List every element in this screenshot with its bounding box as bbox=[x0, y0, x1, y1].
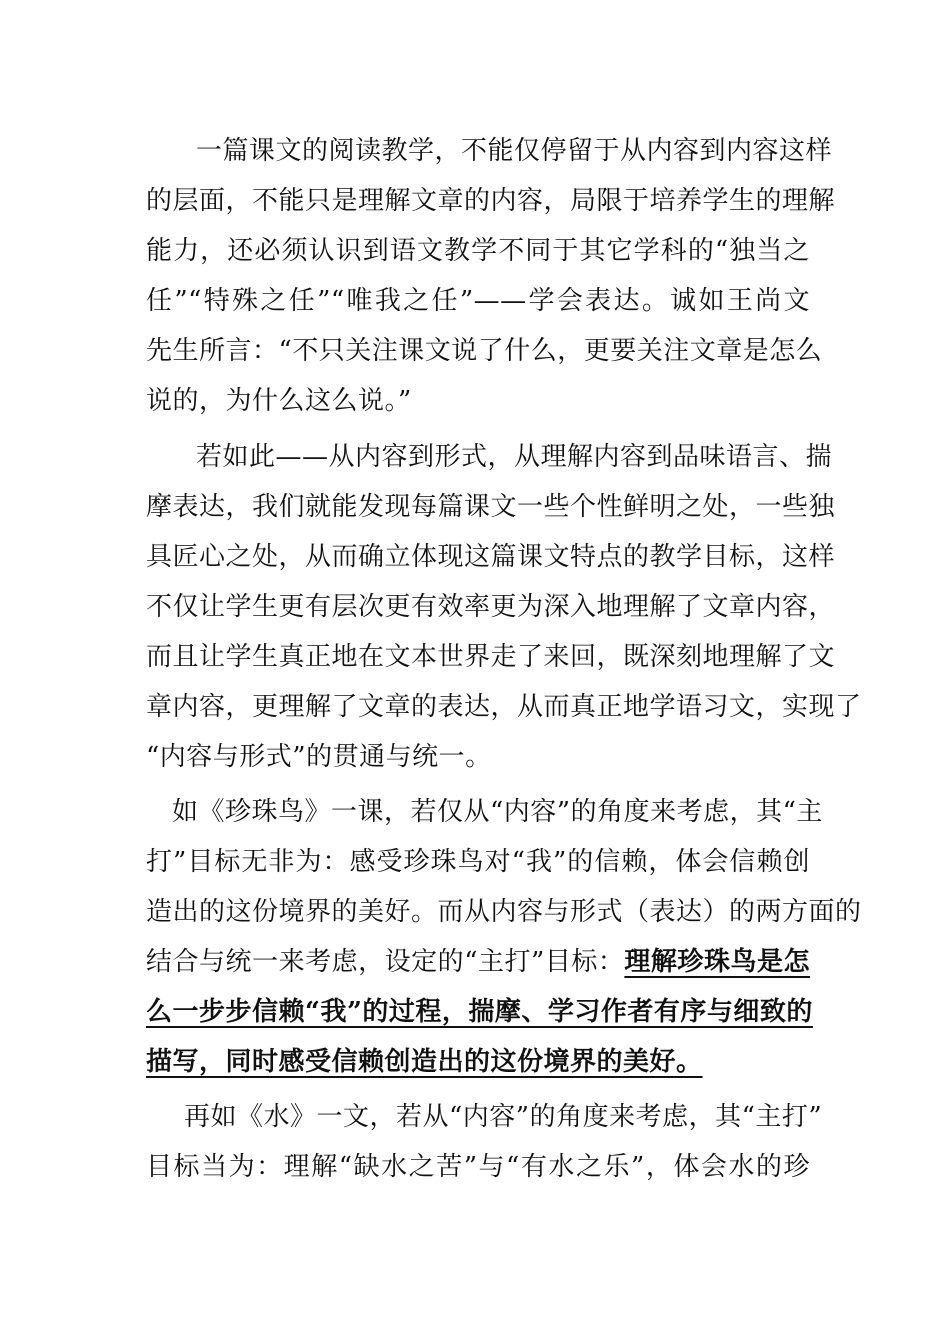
paragraph-line: 如《珍珠鸟》一课，若仅从“内容”的角度来考虑，其“主 bbox=[172, 797, 823, 827]
paragraph-line: 一篇课文的阅读教学，不能仅停留于从内容到内容这样 bbox=[196, 136, 833, 166]
paragraph-line: 能力，还必须认识到语文教学不同于其它学科的“独当之 bbox=[146, 236, 810, 266]
emphasized-goal-line: 描写，同时感受信赖创造出的这份境界的美好。 bbox=[146, 1047, 703, 1077]
emphasized-goal-line: 么一步步信赖“我”的过程，揣摩、学习作者有序与细致的 bbox=[146, 997, 813, 1027]
paragraph-line: 摩表达，我们就能发现每篇课文一些个性鲜明之处，一些独 bbox=[146, 492, 836, 522]
paragraph-3 bbox=[146, 787, 862, 1087]
paragraph-line: 再如《水》一文，若从“内容”的角度来考虑，其“主打” bbox=[184, 1102, 823, 1132]
paragraph-line: 的层面，不能只是理解文章的内容，局限于培养学生的理解 bbox=[146, 186, 836, 216]
paragraph-2 bbox=[146, 432, 862, 782]
paragraph-line: 章内容，更理解了文章的表达，从而真正地学语习文，实现了 bbox=[146, 692, 862, 722]
emphasized-goal-text: 理解珍珠鸟是怎 bbox=[624, 947, 810, 977]
paragraph-line: 目标当为：理解“缺水之苦”与“有水之乐”，体会水的珍 bbox=[146, 1152, 810, 1182]
paragraph-line: 打”目标无非为：感受珍珠鸟对“我”的信赖，体会信赖创 bbox=[146, 847, 810, 877]
paragraph-line: 任”“特殊之任”“唯我之任”——学会表达。诚如王尚文 bbox=[146, 286, 810, 316]
paragraph-line: 若如此——从内容到形式，从理解内容到品味语言、揣 bbox=[196, 442, 833, 472]
paragraph-line bbox=[146, 937, 810, 987]
paragraph-line: 先生所言：“不只关注课文说了什么，更要关注文章是怎么 bbox=[146, 336, 823, 366]
paragraph-4 bbox=[146, 1092, 823, 1192]
paragraph-line: 具匠心之处，从而确立体现这篇课文特点的教学目标，这样 bbox=[146, 542, 836, 572]
paragraph-1 bbox=[146, 126, 836, 426]
paragraph-line: 而且让学生真正地在文本世界走了来回，既深刻地理解了文 bbox=[146, 642, 836, 672]
paragraph-line: 说的，为什么这么说。” bbox=[146, 386, 412, 416]
paragraph-text: 结合与统一来考虑，设定的“主打”目标： bbox=[146, 947, 625, 977]
paragraph-line: “内容与形式”的贯通与统一。 bbox=[146, 742, 492, 772]
paragraph-line: 造出的这份境界的美好。而从内容与形式（表达）的两方面的 bbox=[146, 897, 862, 927]
paragraph-line: 不仅让学生更有层次更有效率更为深入地理解了文章内容， bbox=[146, 592, 836, 622]
